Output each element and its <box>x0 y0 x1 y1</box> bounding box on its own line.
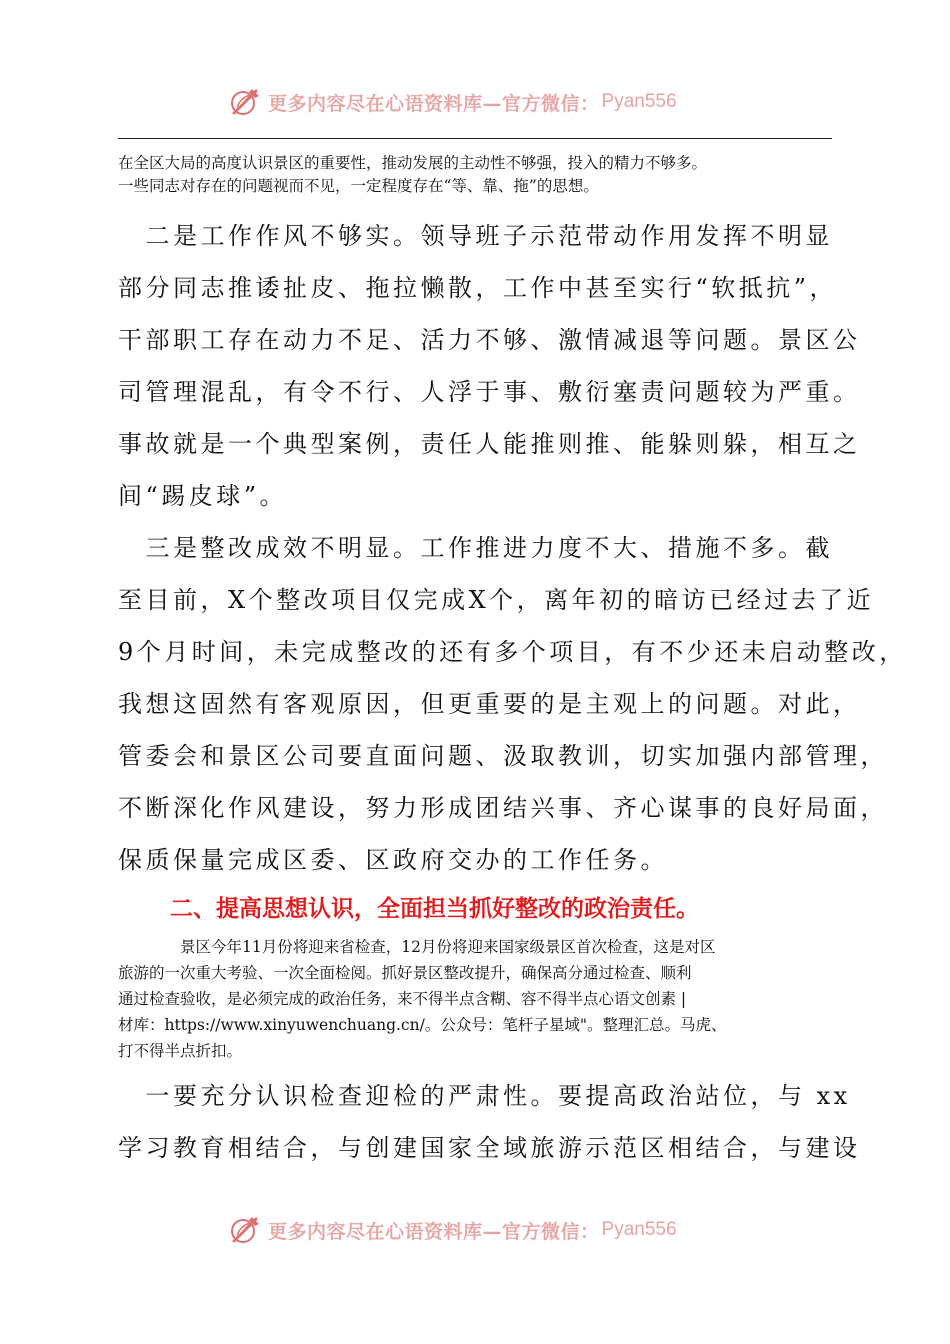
banner-text: 更多内容尽在心语资料库—官方微信： <box>268 92 600 115</box>
intro-paragraph <box>118 152 834 198</box>
section-heading: 二、提高思想认识，全面担当抓好整改的政治责任。 <box>170 896 699 922</box>
pen-logo-icon <box>228 85 262 119</box>
small-line: 材库：https://www.xinyuwenchuang.cn/。公众号：笔杆子星域"。整理汇总。马虎、 <box>118 1016 727 1034</box>
header-rule <box>118 138 832 139</box>
body-line: 学习教育相结合，与创建国家全域旅游示范区相结合，与建设 <box>118 1134 861 1162</box>
body-line: 司管理混乱，有令不行、人浮于事、敷衍塞责问题较为严重。 <box>118 378 861 406</box>
small-line: 打不得半点折扣。 <box>118 1042 243 1060</box>
banner-text: 更多内容尽在心语资料库—官方微信： <box>268 1220 600 1243</box>
body-line: 不断深化作风建设，努力形成团结兴事、齐心谋事的良好局面， <box>118 794 888 822</box>
header-banner <box>0 84 950 120</box>
intro-line: 在全区大局的高度认识景区的重要性，推动发展的主动性不够强，投入的精力不够多。 <box>118 154 708 172</box>
body-line: 9个月时间，未完成整改的还有多个项目，有不少还未启动整改， <box>118 638 907 666</box>
body-line: 间“踢皮球”。 <box>118 482 288 510</box>
small-line: 景区今年11月份将迎来省检查，12月份将迎来国家级景区首次检查，这是对区 <box>118 938 716 956</box>
banner-wechat-id: Pyan556 <box>601 1219 677 1240</box>
body-line: 干部职工存在动力不足、活力不够、激情减退等问题。景区公 <box>118 326 861 354</box>
footer-banner <box>0 1212 950 1248</box>
small-line: 旅游的一次重大考验、一次全面检阅。抓好景区整改提升，确保高分通过检查、顺利 <box>118 964 692 982</box>
intro-line: 一些同志对存在的问题视而不见，一定程度存在“等、靠、拖”的思想。 <box>118 177 599 195</box>
banner-wechat-id: Pyan556 <box>601 91 677 112</box>
body-line: 二是工作作风不够实。领导班子示范带动作用发挥不明显 <box>118 222 833 250</box>
pen-logo-icon <box>228 1213 262 1247</box>
body-line: 事故就是一个典型案例，责任人能推则推、能躲则躲，相互之 <box>118 430 861 458</box>
small-line: 通过检查验收，是必须完成的政治任务，来不得半点含糊、容不得半点心语文创素 | <box>118 990 687 1008</box>
body-line: 我想这固然有客观原因，但更重要的是主观上的问题。对此， <box>118 690 861 718</box>
body-line: 管委会和景区公司要直面问题、汲取教训，切实加强内部管理， <box>118 742 888 770</box>
body-line: 部分同志推诿扯皮、拖拉懒散，工作中甚至实行“软抵抗”， <box>118 274 838 302</box>
body-line: 三是整改成效不明显。工作推进力度不大、措施不多。截 <box>118 534 833 562</box>
body-line: 至目前，X个整改项目仅完成X个，离年初的暗访已经过去了近 <box>118 586 875 614</box>
body-line: 保质保量完成区委、区政府交办的工作任务。 <box>118 846 668 874</box>
small-paragraph <box>118 934 834 1064</box>
body-line: 一要充分认识检查迎检的严肃性。要提高政治站位，与 xx <box>118 1082 851 1110</box>
